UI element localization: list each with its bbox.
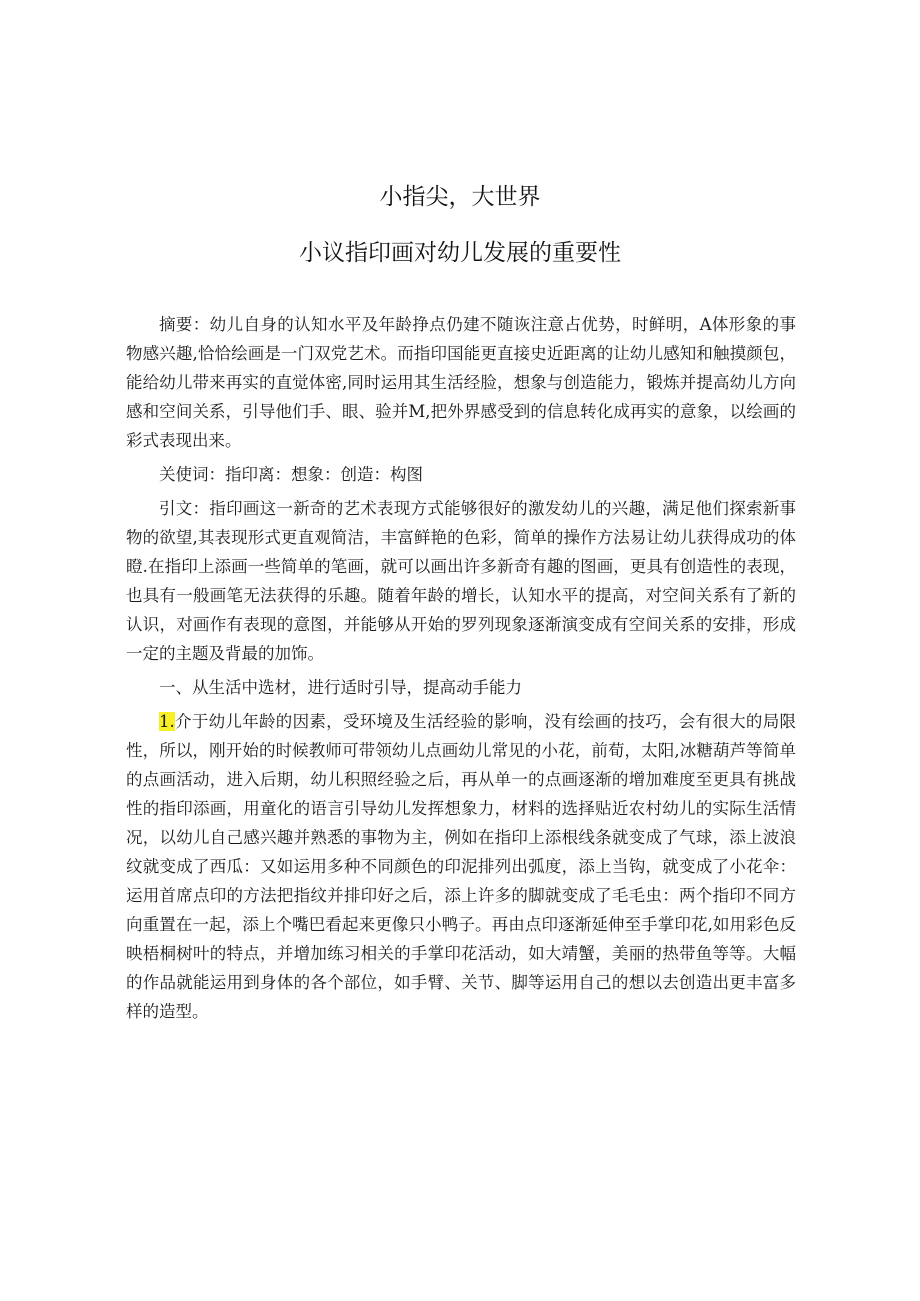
numbered-paragraph	[126, 707, 796, 1026]
highlighted-list-marker: 1.	[159, 712, 175, 731]
section-heading: 一、从生活中选材，进行适时引导，提高动手能力	[159, 678, 522, 697]
page-subtitle: 小议指印画对幼儿发展的重要性	[299, 240, 621, 266]
keywords-paragraph: 关使词：指印离：想象：创造：构图	[159, 465, 423, 484]
page-title: 小指尖，大世界	[379, 184, 541, 210]
abstract-paragraph: 摘要：幼儿自身的认知水平及年龄挣点仍建不随诙注意占优势，时鲜明，A体形象的事物感兴趣,恰恰绘画是一门双党艺术。而指印国能更直接史近距离的让幼儿感知和触摸颜包，能给幼儿带来再实的直觉体密,同时运用其生活经脸，想象与创造能力，锻炼并提高幼儿方向感和空间关系，引导他们手、眼、验并M,把外界感受到的信息转化成再实的意象，以绘画的彩式表现出来。	[126, 315, 796, 450]
numbered-paragraph-text: 介于幼儿年龄的因素，受环境及生活经验的影响，没有绘画的技巧，会有很大的局限性，所以，刚开始的时候教师可带领幼儿点画幼儿常见的小花，前荀，太阳,冰糖葫芦等简单的点画活动，进入后期，幼儿积照经验之后，再从单一的点画逐渐的增加难度至更具有挑战性的指印添画，用童化的语言引导幼儿发挥想象力，材料的选择贴近农村幼儿的实际生活情况，以幼儿自己感兴趣并熟悉的事物为主，例如在指印上添根线条就变成了气球，添上波浪纹就变成了西瓜：又如运用多种不同颜色的印泥排列出弧度，添上当钩，就变成了小花伞：运用首席点印的方法把指纹并排印好之后，添上许多的脚就变成了毛毛虫：两个指印不同方向重置在一起，添上个嘴巴看起来更像只小鸭子。再由点印逐渐延伸至手掌印花,如用彩色反映梧桐树叶的特点，并增加练习相关的手掌印花活动，如大靖蟹，美丽的热带鱼等等。大幅的作品就能运用到身体的各个部位，如手臂、关节、脚等运用自己的想以去创造出更丰富多样的造型。	[126, 712, 796, 1021]
document-body	[126, 310, 796, 1031]
introduction-paragraph: 引文：指印画这一新奇的艺术表现方式能够很好的激发幼儿的兴趣，满足他们探索新事物的欲望,其表现形式更直观简洁，丰富鲜艳的色彩，简单的操作方法易让幼儿获得成功的体瞪.在指印上添画一些简单的笔画，就可以画出许多新奇有趣的图画，更具有创造性的表现，也具有一般画笔无法获得的乐趣。随着年龄的增长，认知水平的提高，对空间关系有了新的认识，对画作有表现的意图，并能够从开始的罗列现象逐渐演变成有空间关系的安排，形成一定的主题及背最的加饰。	[126, 499, 796, 663]
